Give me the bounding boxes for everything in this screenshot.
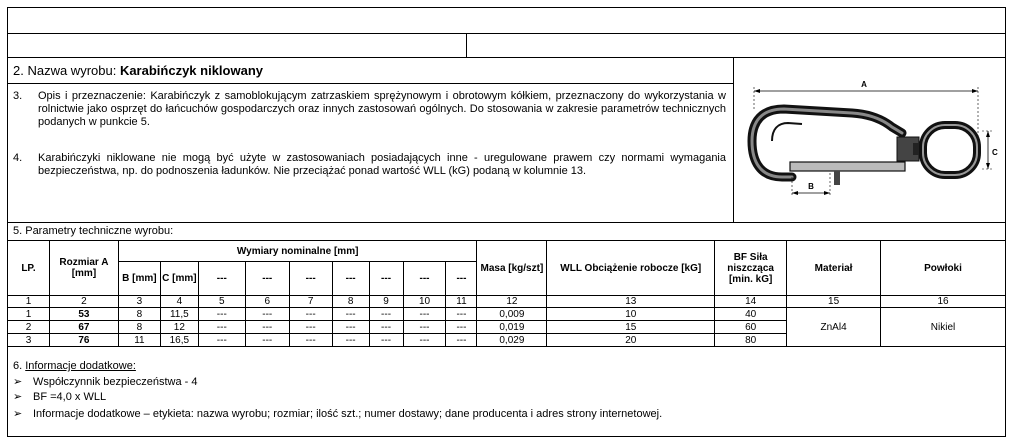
header-dash: --- xyxy=(446,262,477,296)
col-number: 15 xyxy=(787,296,881,308)
row-dash: --- xyxy=(332,334,369,347)
col-number: 5 xyxy=(198,296,245,308)
row-lp: 1 xyxy=(8,308,50,321)
section6-heading: Informacje dodatkowe: xyxy=(25,360,136,372)
col-number: 13 xyxy=(547,296,715,308)
arrow-bullet-icon: ➢ xyxy=(13,391,23,403)
header-wll: WLL Obciążenie robocze [kG] xyxy=(547,241,715,296)
row-size: 67 xyxy=(49,321,118,334)
info-item xyxy=(13,408,662,421)
info-item-text: BF =4,0 x WLL xyxy=(33,391,107,403)
row-mass: 0,019 xyxy=(477,321,547,334)
header-vdivider xyxy=(466,33,467,57)
row-b: 11 xyxy=(118,334,160,347)
row-dash: --- xyxy=(369,308,403,321)
header-size: Rozmiar A [mm] xyxy=(49,241,118,296)
header-bf: BF Siła niszcząca [min. kG] xyxy=(715,241,787,296)
row-dash: --- xyxy=(332,321,369,334)
info-item-text: Współczynnik bezpieczeństwa - 4 xyxy=(33,376,198,388)
header-dash: --- xyxy=(403,262,446,296)
row-dash: --- xyxy=(403,321,446,334)
dim-a-arrow-right xyxy=(972,89,978,93)
dim-a-label: A xyxy=(861,80,867,89)
product-name-prefix: 2. Nazwa wyrobu: xyxy=(13,63,120,78)
dim-a-arrow-left xyxy=(754,89,760,93)
row-c: 16,5 xyxy=(160,334,198,347)
section4-text: Karabińczyki niklowane nie mogą być użyte w zastosowaniach posiadających inne - uregulowane prawem czy normami wymagania bezpieczeństwa, np. do podnoszenia ładunków. Nie przeciążać ponad wartość WLL (kG) podaną w kolumnie 13. xyxy=(38,152,726,177)
row-bf: 60 xyxy=(715,321,787,334)
row-c: 12 xyxy=(160,321,198,334)
header-dims: Wymiary nominalne [mm] xyxy=(118,241,477,262)
row-dash: --- xyxy=(289,334,332,347)
header-dash: --- xyxy=(198,262,245,296)
section2-divider xyxy=(7,83,733,84)
col-number: 1 xyxy=(8,296,50,308)
params-table xyxy=(7,240,1006,347)
row-wll: 15 xyxy=(547,321,715,334)
product-name-line xyxy=(13,64,263,77)
col-number: 4 xyxy=(160,296,198,308)
info-item xyxy=(13,376,197,389)
row-dash: --- xyxy=(245,321,289,334)
row-dash: --- xyxy=(245,334,289,347)
row-lp: 3 xyxy=(8,334,50,347)
row-dash: --- xyxy=(446,321,477,334)
section5-top xyxy=(7,222,1006,223)
row-wll: 20 xyxy=(547,334,715,347)
row-dash: --- xyxy=(403,308,446,321)
col-number: 2 xyxy=(49,296,118,308)
col-number: 11 xyxy=(446,296,477,308)
row-dash: --- xyxy=(403,334,446,347)
row-mass: 0,009 xyxy=(477,308,547,321)
dim-b-label: B xyxy=(808,182,814,191)
header-mass: Masa [kg/szt] xyxy=(477,241,547,296)
col-number: 6 xyxy=(245,296,289,308)
product-name: Karabińczyk niklowany xyxy=(119,63,263,78)
row-dash: --- xyxy=(198,334,245,347)
row-bf: 80 xyxy=(715,334,787,347)
header-material: Materiał xyxy=(787,241,881,296)
table-row xyxy=(8,308,1006,321)
row-dash: --- xyxy=(289,308,332,321)
col-number: 8 xyxy=(332,296,369,308)
info-item-text: Informacje dodatkowe – etykieta: nazwa wyrobu; rozmiar; ilość szt.; numer dostawy; dane producenta i adres strony internetowej. xyxy=(33,408,663,420)
row-bf: 40 xyxy=(715,308,787,321)
row-b: 8 xyxy=(118,308,160,321)
row-dash: --- xyxy=(369,321,403,334)
header-b: B [mm] xyxy=(118,262,160,296)
swivel-eye xyxy=(923,125,977,175)
row-dash: --- xyxy=(446,334,477,347)
section3-text: Opis i przeznaczenie: Karabińczyk z samoblokującym zatrzaskiem sprężynowym i obrotowym kółkiem, przeznaczony do wykorzystania w rolnictwie jako osprzęt do łańcuchów gospodarczych oraz innych zastosowań ogólnych. Do stosowania w zakresie parametrów technicznych podanych w punkcie 5. xyxy=(38,90,726,128)
row-dash: --- xyxy=(198,321,245,334)
header-divider-1 xyxy=(7,33,1006,34)
col-number: 7 xyxy=(289,296,332,308)
gate-trigger xyxy=(834,171,840,185)
header-dash: --- xyxy=(369,262,403,296)
row-dash: --- xyxy=(198,308,245,321)
col-number: 12 xyxy=(477,296,547,308)
arrow-bullet-icon: ➢ xyxy=(13,376,23,388)
row-size: 76 xyxy=(49,334,118,347)
col-number: 16 xyxy=(881,296,1006,308)
header-dash: --- xyxy=(332,262,369,296)
arrow-bullet-icon: ➢ xyxy=(13,408,23,420)
row-size: 53 xyxy=(49,308,118,321)
header-lp: LP. xyxy=(8,241,50,296)
row-dash: --- xyxy=(369,334,403,347)
row-dash: --- xyxy=(332,308,369,321)
row-mass: 0,029 xyxy=(477,334,547,347)
column-numbers-row xyxy=(8,296,1006,308)
drawing-vdivider xyxy=(733,57,734,222)
spring-gate xyxy=(790,162,905,171)
header-dash: --- xyxy=(289,262,332,296)
section6-number: 6. xyxy=(13,360,26,372)
row-b: 8 xyxy=(118,321,160,334)
row-dash: --- xyxy=(289,321,332,334)
snap-hook-drawing xyxy=(742,69,997,219)
section4-number: 4. xyxy=(13,152,23,164)
header-divider-2 xyxy=(7,57,1006,58)
row-lp: 2 xyxy=(8,321,50,334)
header-coating: Powłoki xyxy=(881,241,1006,296)
coating-cell: Nikiel xyxy=(881,308,1006,347)
col-number: 10 xyxy=(403,296,446,308)
row-wll: 10 xyxy=(547,308,715,321)
row-c: 11,5 xyxy=(160,308,198,321)
info-item xyxy=(13,391,106,404)
product-card xyxy=(7,7,1006,437)
col-number: 14 xyxy=(715,296,787,308)
col-number: 9 xyxy=(369,296,403,308)
section3-number: 3. xyxy=(13,90,23,102)
dim-c-label: C xyxy=(992,148,998,157)
section5-title: 5. Parametry techniczne wyrobu: xyxy=(13,225,174,237)
header-c: C [mm] xyxy=(160,262,198,296)
row-dash: --- xyxy=(245,308,289,321)
col-number: 3 xyxy=(118,296,160,308)
material-cell: ZnAl4 xyxy=(787,308,881,347)
row-dash: --- xyxy=(446,308,477,321)
section6-title xyxy=(13,360,136,373)
header-dash: --- xyxy=(245,262,289,296)
